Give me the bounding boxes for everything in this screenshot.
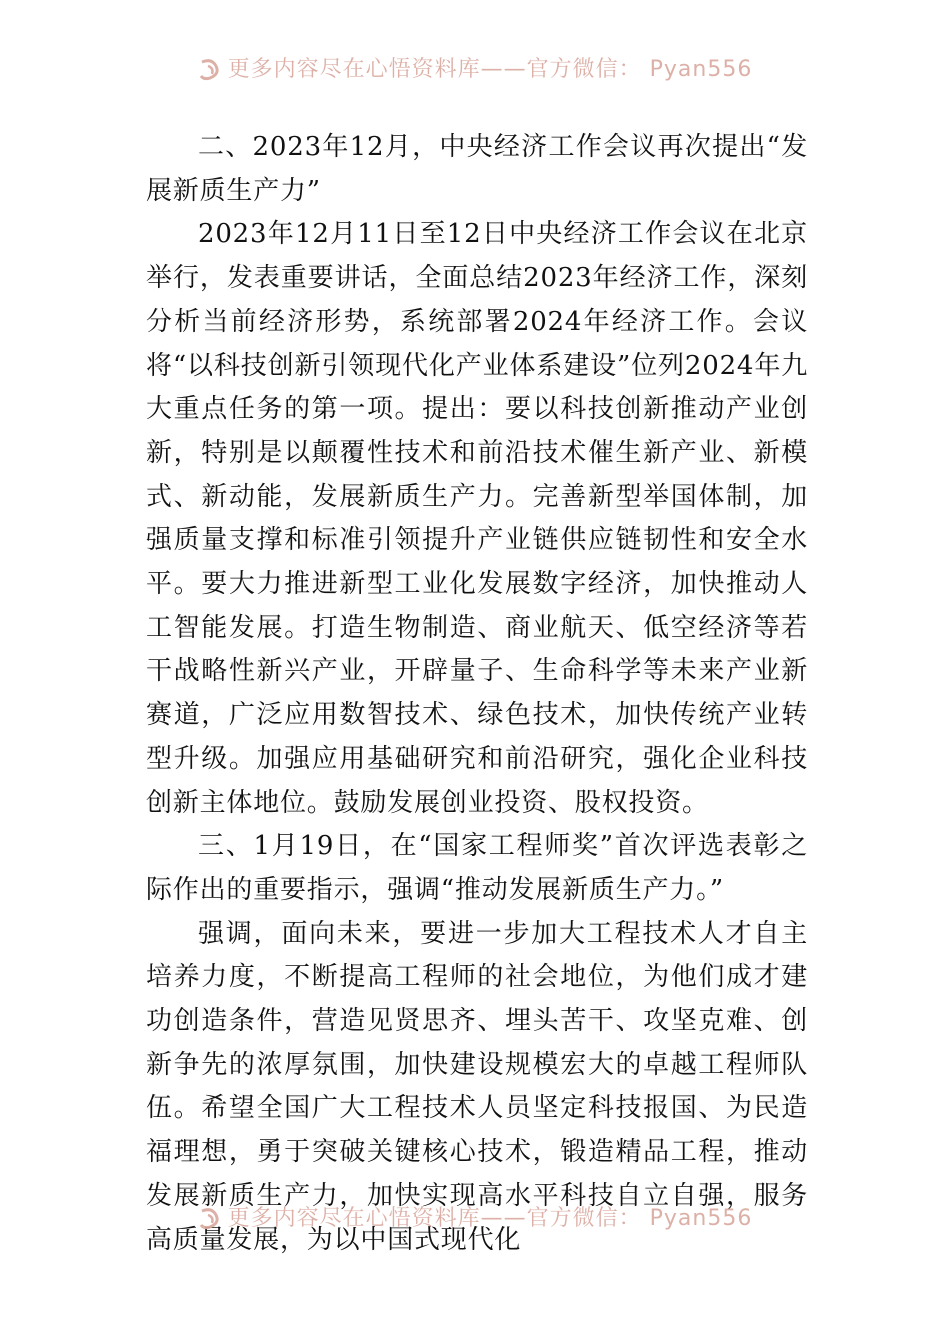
paragraph-section-3-heading: 三、1月19日，在“国家工程师奖”首次评选表彰之际作出的重要指示，强调“推动发展新质生产力。”: [146, 831, 808, 905]
paragraph-section-2-body: 2023年12月11日至12日中央经济工作会议在北京举行，发表重要讲话，全面总结2023年经济工作，深刻分析当前经济形势，系统部署2024年经济工作。会议将“以科技创新引领现代化产业体系建设”位列2024年九大重点任务的第一项。提出：要以科技创新推动产业创新，特别是以颠覆性技术和前沿技术催生新产业、新模式、新动能，发展新质生产力。完善新型举国体制，加强质量支撑和标准引领提升产业链供应链韧性和安全水平。要大力推进新型工业化发展数字经济，加快推动人工智能发展。打造生物制造、商业航天、低空经济等若干战略性新兴产业，开辟量子、生命科学等未来产业新赛道，广泛应用数智技术、绿色技术，加快传统产业转型升级。加强应用基础研究和前沿研究，强化企业科技创新主体地位。鼓励发展创业投资、股权投资。: [146, 219, 808, 818]
header-watermark: [0, 56, 950, 84]
paragraph-section-2-heading: 二、2023年12月，中央经济工作会议再次提出“发展新质生产力”: [146, 132, 808, 206]
document-body: [146, 126, 808, 1262]
watermark-logo-icon: [198, 1207, 224, 1231]
footer-watermark-text: 更多内容尽在心悟资料库——官方微信： Pyan556: [227, 1206, 753, 1231]
paragraph-section-3-body: 强调，面向未来，要进一步加大工程技术人才自主培养力度，不断提高工程师的社会地位，为他们成才建功创造条件，营造见贤思齐、埋头苦干、攻坚克难、创新争先的浓厚氛围，加快建设规模宏大的卓越工程师队伍。希望全国广大工程技术人员坚定科技报国、为民造福理想，勇于突破关键核心技术，锻造精品工程，推动发展新质生产力，加快实现高水平科技自立自强，服务高质量发展，为以中国式现代化: [146, 918, 808, 1255]
footer-watermark: [0, 1205, 950, 1233]
header-watermark-text: 更多内容尽在心悟资料库——官方微信： Pyan556: [227, 57, 753, 82]
watermark-logo-icon: [198, 58, 224, 82]
